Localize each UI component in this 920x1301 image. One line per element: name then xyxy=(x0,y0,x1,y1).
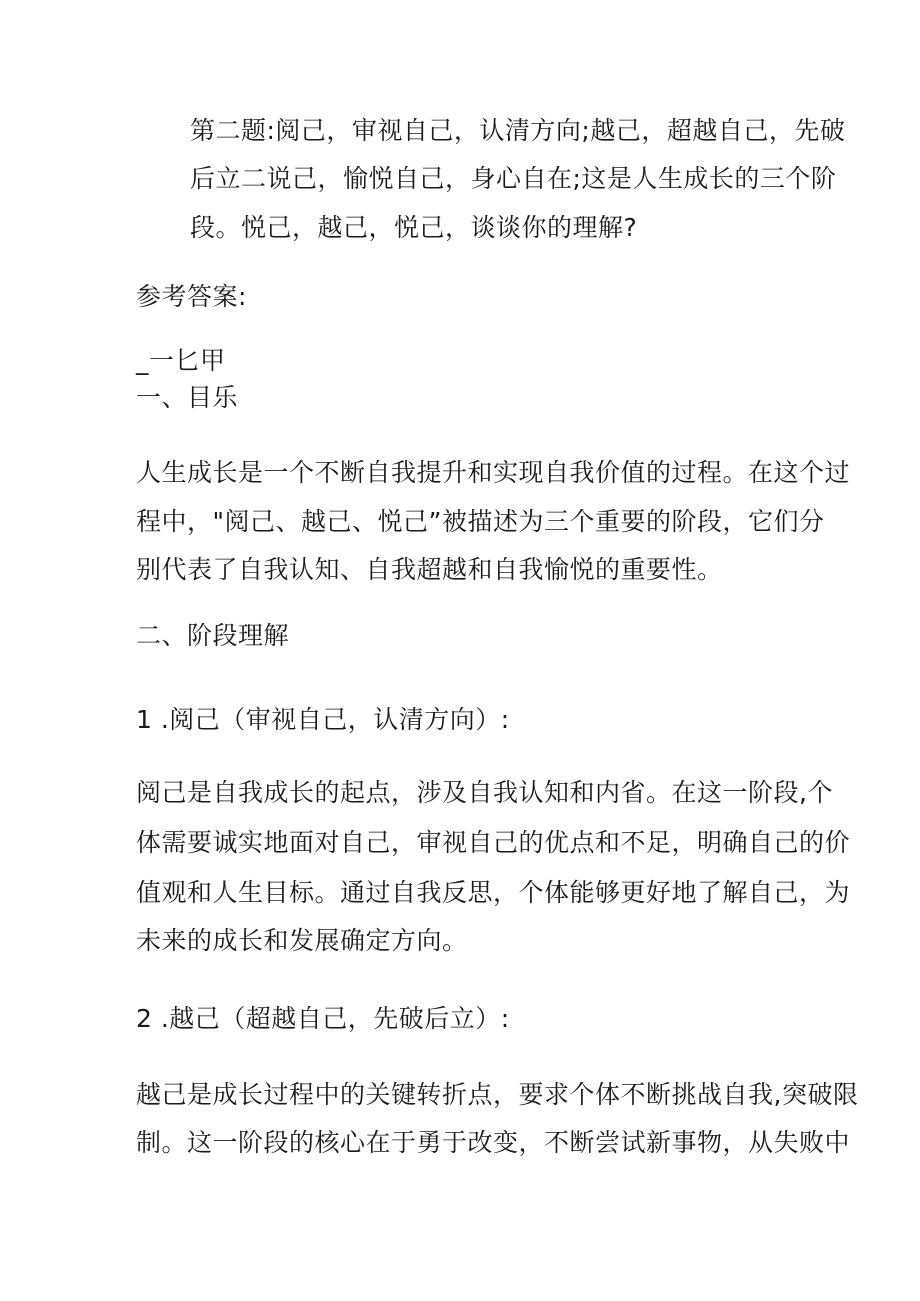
item1-paragraph-line-4: 未来的成长和发展确定方向。 xyxy=(136,926,468,955)
section1-paragraph-line-1: 人生成长是一个不断自我提升和实现自我价值的过程。在这个过 xyxy=(136,458,851,487)
question-line-2: 后立二说己，愉悦自己，身心自在;这是人生成长的三个阶 xyxy=(190,164,837,193)
item2-paragraph-line-2: 制。这一阶段的核心在于勇于改变，不断尝试新事物，从失败中 xyxy=(136,1128,851,1157)
garbled-line: _一匕甲 xyxy=(136,346,226,375)
answer-label: 参考答案: xyxy=(136,282,247,311)
section2-heading: 二、阶段理解 xyxy=(136,621,290,650)
item1-paragraph-line-3: 值观和人生目标。通过自我反思，个体能够更好地了解自己，为 xyxy=(136,878,851,907)
item2-paragraph-line-1: 越己是成长过程中的关键转折点，要求个体不断挑战自我,突破限 xyxy=(136,1080,859,1109)
item1-paragraph-line-2: 体需要诚实地面对自己，审视自己的优点和不足，明确自己的价 xyxy=(136,828,851,857)
item1-title: 1 .阅己（审视自己，认清方向）: xyxy=(136,705,510,734)
item2-title: 2 .越己（超越自己，先破后立）: xyxy=(136,1004,510,1033)
item1-paragraph-line-1: 阅己是自我成长的起点，涉及自我认知和内省。在这一阶段,个 xyxy=(136,778,833,807)
question-line-1: 第二题:阅己，审视自己，认清方向;越己，超越自己，先破 xyxy=(190,116,846,145)
section1-paragraph-line-3: 别代表了自我认知、自我超越和自我愉悦的重要性。 xyxy=(136,555,723,584)
section1-paragraph-line-2: 程中，"阅己、越己、悦己”被描述为三个重要的阶段，它们分 xyxy=(136,507,825,536)
section1-heading: 一、目乐 xyxy=(136,383,239,412)
question-line-3: 段。悦己，越己，悦己，谈谈你的理解? xyxy=(190,213,638,242)
